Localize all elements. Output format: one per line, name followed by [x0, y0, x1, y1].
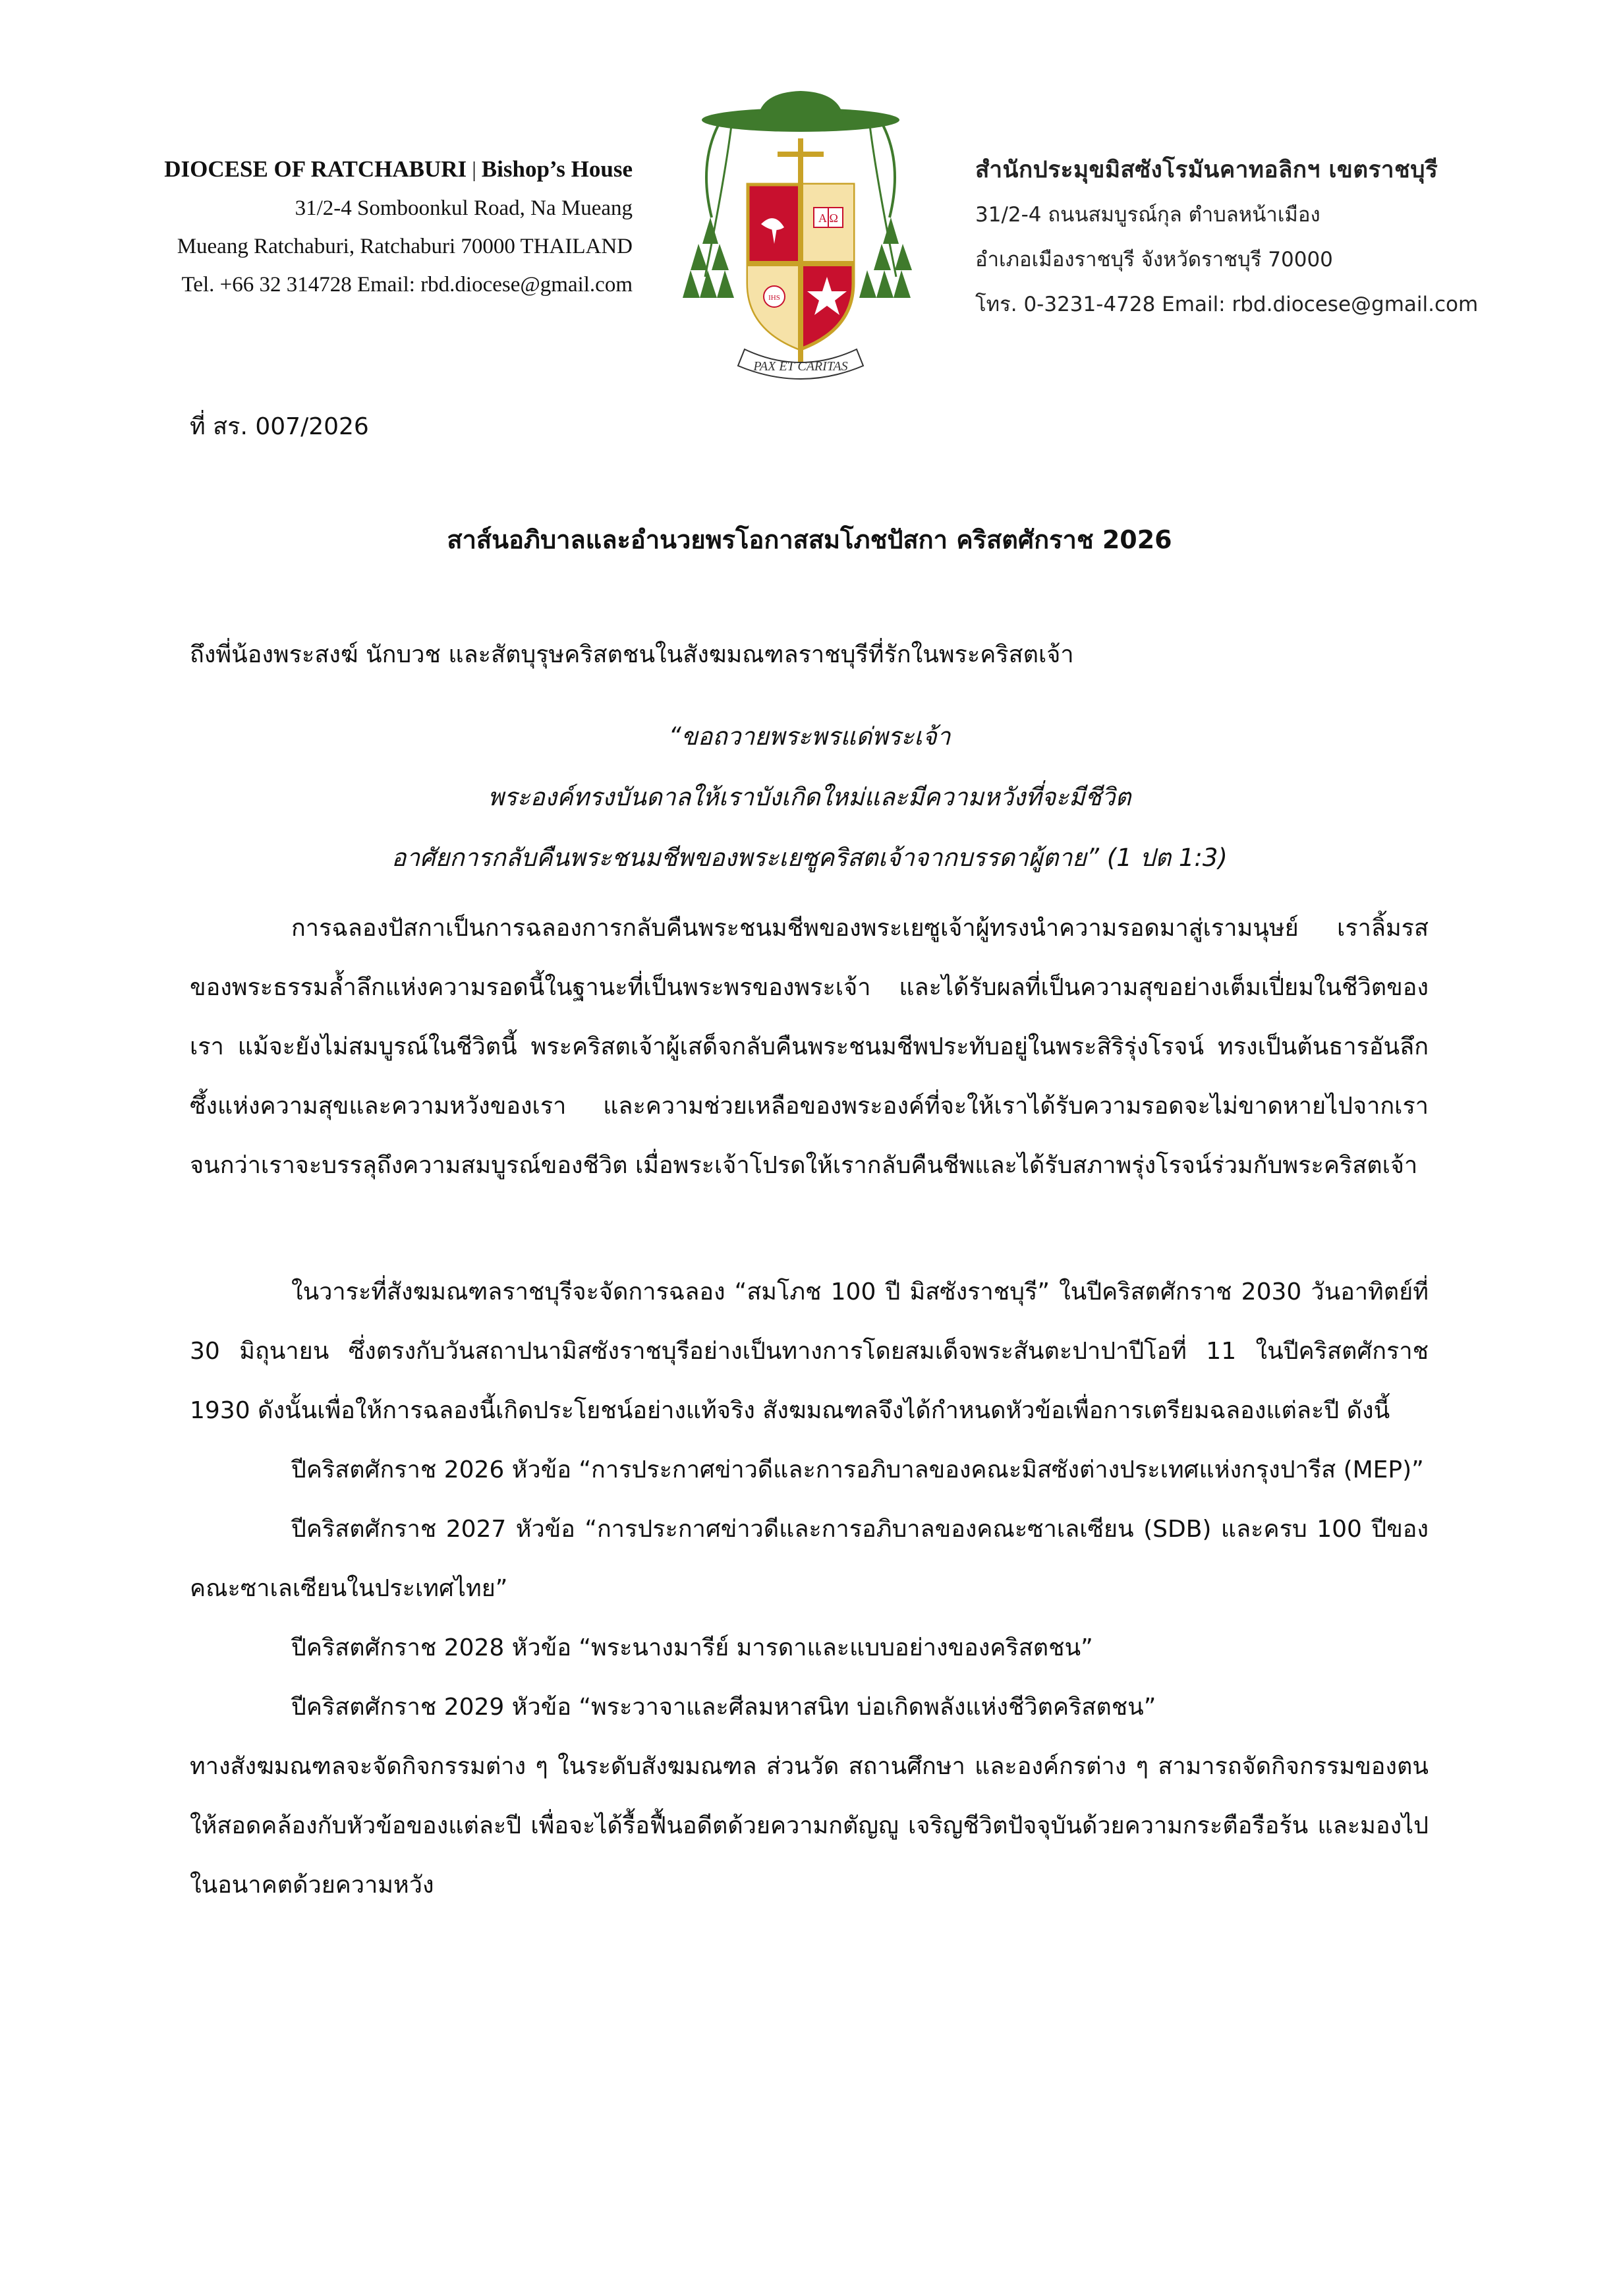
scripture-quote	[0, 706, 1619, 888]
title-separator: |	[472, 158, 476, 182]
address-line-2-en: Mueang Ratchaburi, Ratchaburi 70000 THAILAND	[177, 235, 633, 258]
body-section-centenary	[190, 1263, 1429, 1915]
letter-title: สาส์นอภิบาลและอำนวยพรโอกาสสมโภชปัสกา คริสตศักราช 2026	[447, 525, 1172, 554]
year-theme-2026: ปีคริสตศักราช 2026 หัวข้อ “การประกาศข่าวดีและการอภิบาลของคณะมิสซังต่างประเทศแห่งกรุงปารีส (MEP)”	[291, 1456, 1424, 1483]
year-theme-2028: ปีคริสตศักราช 2028 หัวข้อ “พระนางมารีย์ มารดาและแบบอย่างของคริสตชน”	[291, 1634, 1093, 1661]
letterhead-en-title-line	[26, 150, 633, 189]
salutation: ถึงพี่น้องพระสงฆ์ นักบวช และสัตบุรุษคริสตชนในสังฆมณฑลราชบุรีที่รักในพระคริสตเจ้า	[190, 641, 1074, 668]
year-theme-2029: ปีคริสตศักราช 2029 หัวข้อ “พระวาจาและศีลมหาสนิท บ่อเกิดพลังแห่งชีวิตคริสตชน”	[291, 1694, 1156, 1721]
crest-motto: PAX ET CARITAS	[753, 359, 848, 374]
body-paragraph-1	[190, 899, 1429, 1195]
letterhead-english	[26, 150, 633, 304]
contact-line-th: โทร. 0-3231-4728 Email: rbd.diocese@gmail.com	[975, 293, 1479, 316]
quote-line: พระองค์ทรงบันดาลให้เราบังเกิดใหม่และมีความหวังที่จะมีชีวิต	[488, 783, 1131, 811]
ihs-monogram: IHS	[768, 294, 780, 302]
paragraph-text: การฉลองปัสกาเป็นการฉลองการกลับคืนพระชนมชีพของพระเยซูเจ้าผู้ทรงนำความรอดมาสู่เรามนุษย์ เราลิ้มรสของพระธรรมล้ำลึกแห่งความรอดนี้ในฐานะที่เป็นพระพรของพระเจ้า และได้รับผลที่เป็นความสุขอย่างเต็มเปี่ยมในชีวิตของเรา แม้จะยังไม่สมบูรณ์ในชีวิตนี้ พระคริสตเจ้าผู้เสด็จกลับคืนพระชนมชีพประทับอยู่ในพระสิริรุ่งโรจน์ ทรงเป็นต้นธารอันลึกซึ้งแห่งความสุขและความหวังของเรา และความช่วยเหลือของพระองค์ที่จะให้เราได้รับความรอดจะไม่ขาดหายไปจากเราจนกว่าเราจะบรรลุถึงความสมบูรณ์ของชีวิต เมื่อพระเจ้าโปรดให้เรากลับคืนชีพและได้รับสภาพรุ่งโรจน์ร่วมกับพระคริสตเจ้า	[190, 915, 1429, 1179]
address-line-2-th: อำเภอเมืองราชบุรี จังหวัดราชบุรี 70000	[975, 248, 1333, 272]
paragraph-text: ทางสังฆมณฑลจะจัดกิจกรรมต่าง ๆ ในระดับสังฆมณฑล ส่วนวัด สถานศึกษา และองค์กรต่าง ๆ สามารถจัดกิจกรรมของตนให้สอดคล้องกับหัวข้อของแต่ละปี เพื่อจะได้รื้อฟื้นอดีตด้วยความกตัญญู เจริญชีวิตปัจจุบันด้วยความกระตือรือร้น และมองไปในอนาคตด้วยความหวัง	[190, 1753, 1429, 1899]
diocese-coat-of-arms	[679, 86, 923, 395]
address-line-1-en: 31/2-4 Somboonkul Road, Na Mueang	[295, 196, 633, 220]
diocese-name-th: สำนักประมุขมิสซังโรมันคาทอลิกฯ เขตราชบุรี	[975, 157, 1438, 183]
letterhead-thai	[975, 148, 1608, 327]
book-alpha-omega: A Ω	[818, 212, 838, 225]
reference-number: ที่ สร. 007/2026	[190, 413, 369, 440]
diocese-name-en: DIOCESE OF RATCHABURI	[164, 156, 467, 182]
quote-line: “ขอถวายพระพรแด่พระเจ้า	[668, 722, 951, 751]
bishops-house-label: Bishop’s House	[481, 156, 633, 182]
paragraph-text: ในวาระที่สังฆมณฑลราชบุรีจะจัดการฉลอง “สมโภช 100 ปี มิสซังราชบุรี” ในปีคริสตศักราช 2030 วันอาทิตย์ที่ 30 มิถุนายน ซึ่งตรงกับวันสถาปนามิสซังราชบุรีอย่างเป็นทางการโดยสมเด็จพระสันตะปาปาปีโอที่ 11 ในปีคริสตศักราช 1930 ดังนั้นเพื่อให้การฉลองนี้เกิดประโยชน์อย่างแท้จริง สังฆมณฑลจึงได้กำหนดหัวข้อเพื่อการเตรียมฉลองแต่ละปี ดังนี้	[190, 1278, 1429, 1424]
year-theme-2027: ปีคริสตศักราช 2027 หัวข้อ “การประกาศข่าวดีและการอภิบาลของคณะซาเลเซียน (SDB) และครบ 100 ปีของคณะซาเลเซียนในประเทศไทย”	[190, 1516, 1429, 1602]
contact-line-en: Tel. +66 32 314728 Email: rbd.diocese@gmail.com	[181, 273, 633, 297]
address-line-1-th: 31/2-4 ถนนสมบูรณ์กุล ตำบลหน้าเมือง	[975, 203, 1321, 227]
quote-line: อาศัยการกลับคืนพระชนมชีพของพระเยซูคริสตเจ้าจากบรรดาผู้ตาย” (1 ปต 1:3)	[391, 844, 1228, 872]
